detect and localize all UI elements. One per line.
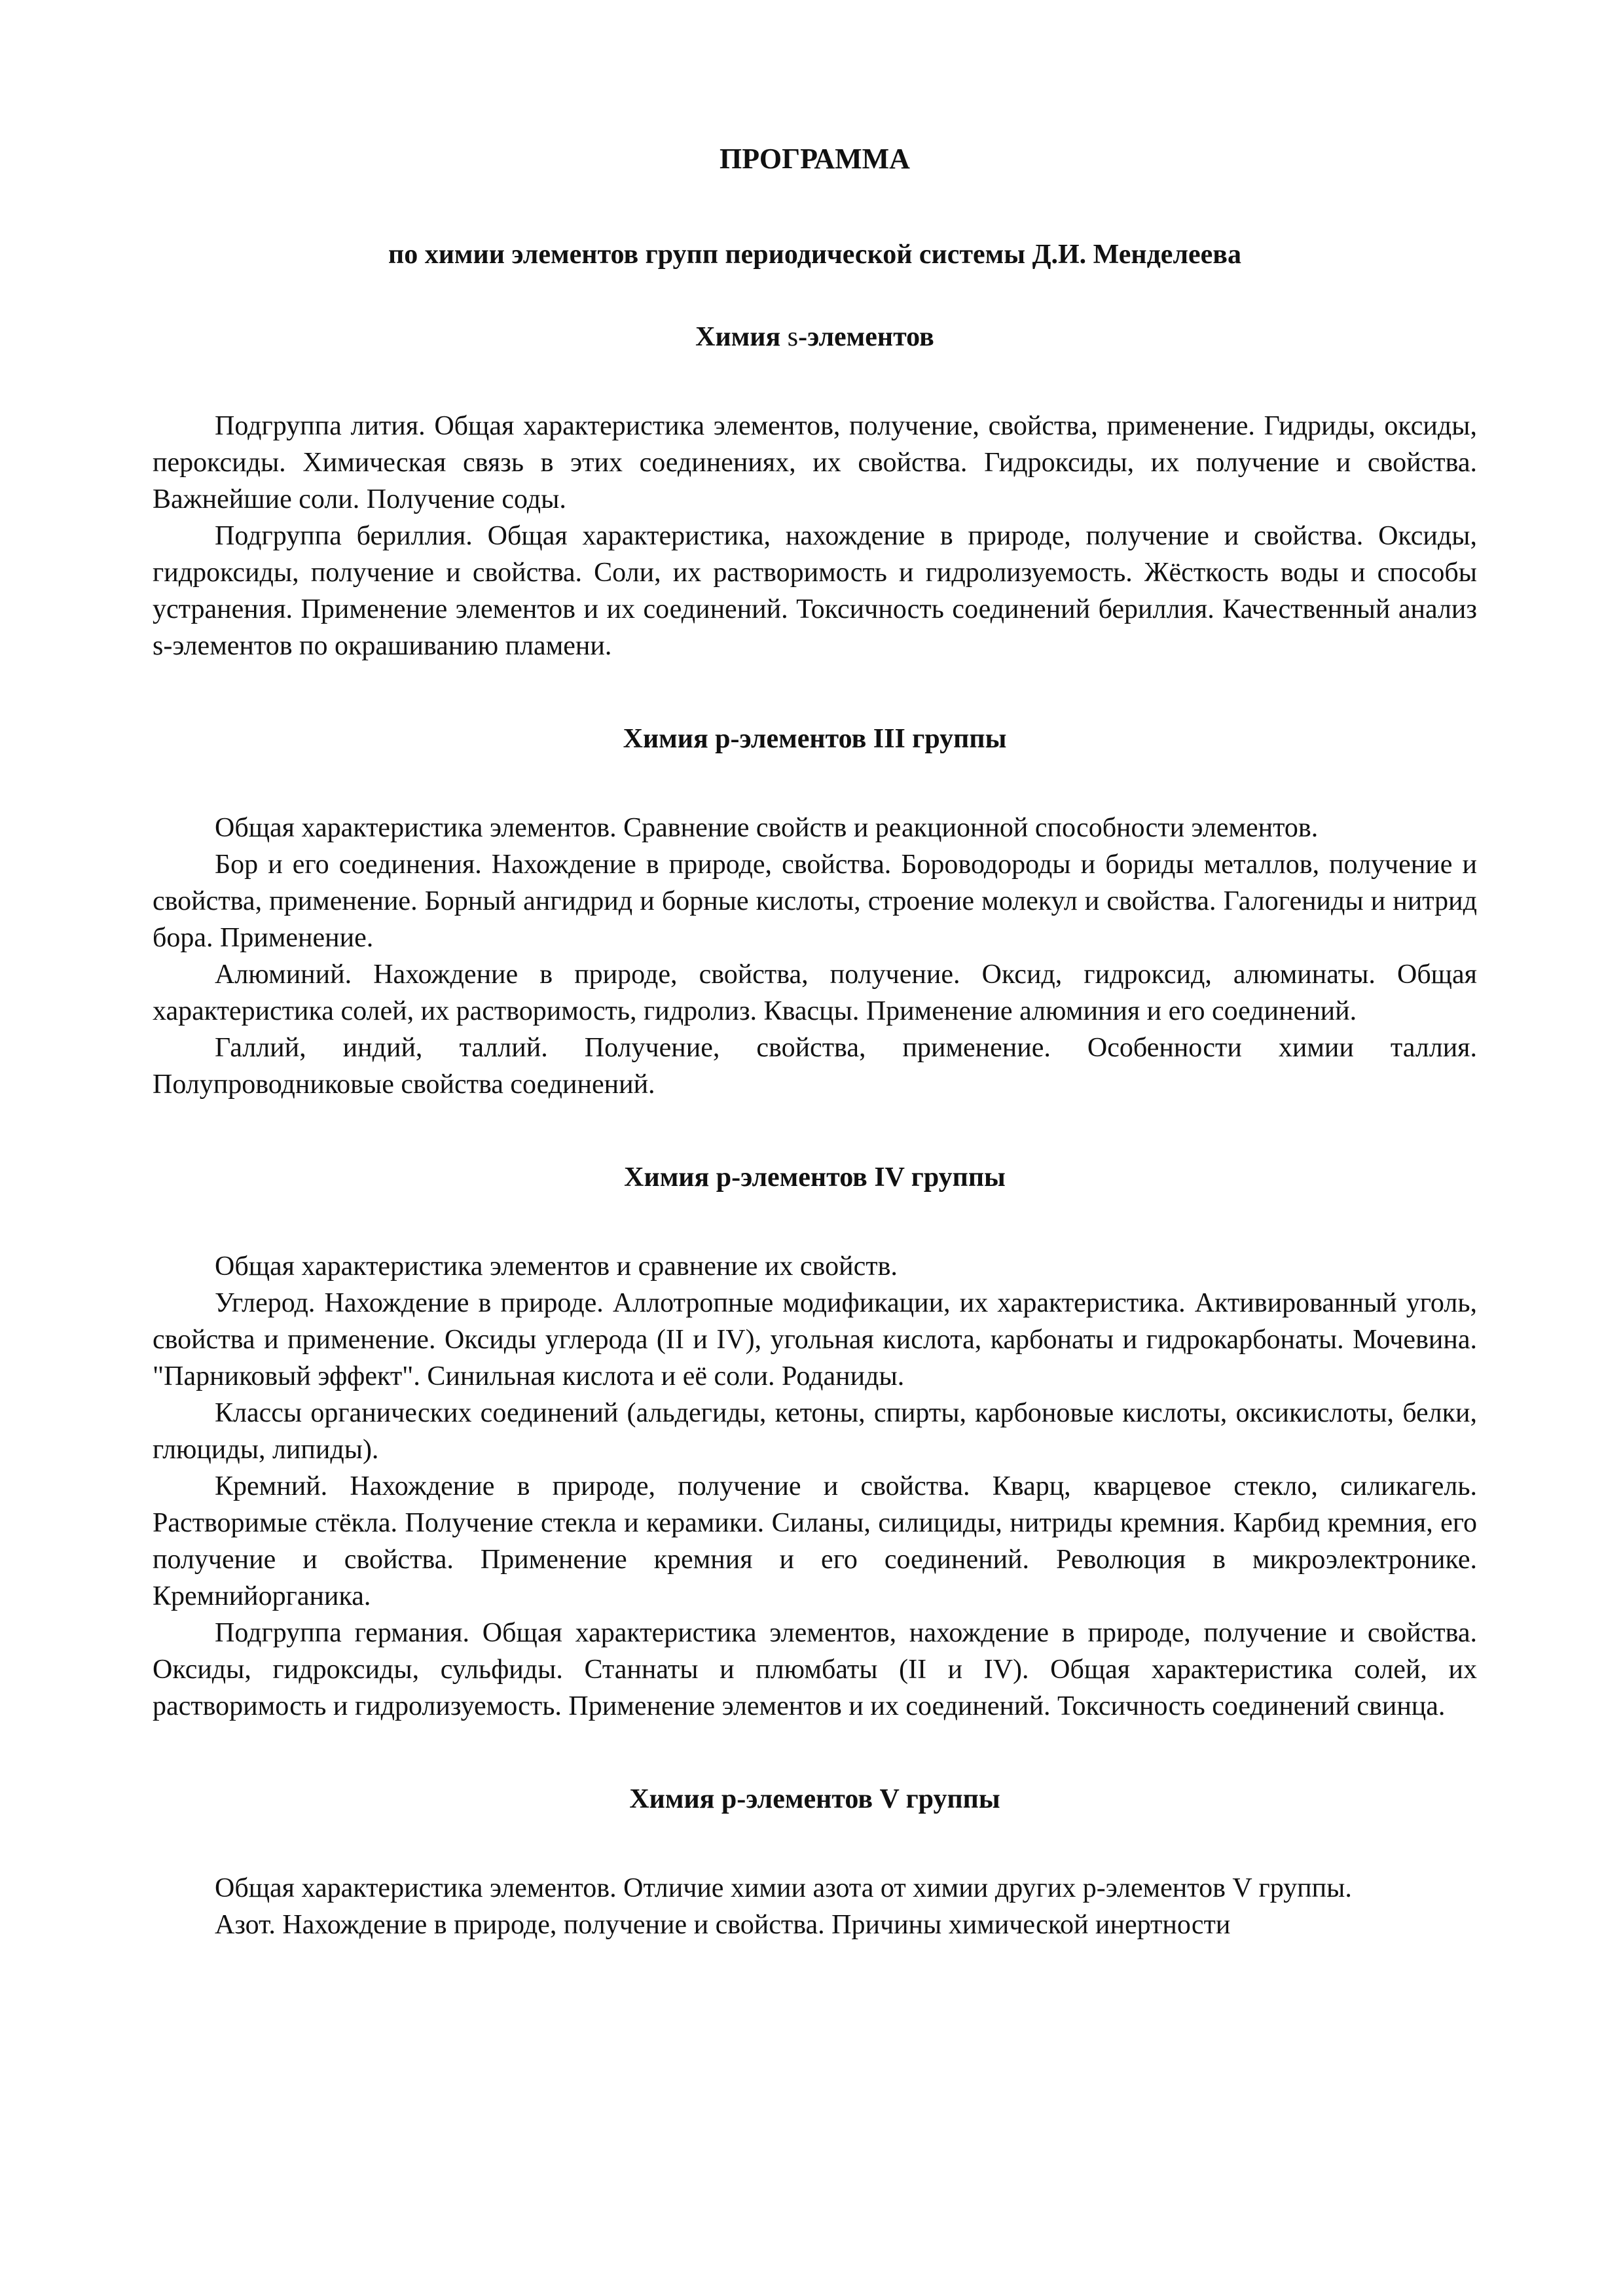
section-p-elements-iii [153,721,1477,1103]
section-p-elements-v [153,1781,1477,1943]
paragraph: Подгруппа лития. Общая характеристика элементов, получение, свойства, применение. Гидриды, оксиды, пероксиды. Химическая связь в этих соединениях, их свойства. Гидроксиды, их получение и свойства. Важнейшие соли. Получение соды. [153,411,1477,514]
paragraph: Классы органических соединений (альдегиды, кетоны, спирты, карбоновые кислоты, оксикислоты, белки, глюциды, липиды). [153,1398,1477,1465]
paragraph: Общая характеристика элементов и сравнение их свойств. [215,1251,898,1282]
paragraph: Кремний. Нахождение в природе, получение и свойства. Кварц, кварцевое стекло, силикагель. Растворимые стёкла. Получение стекла и керамики. Силаны, силициды, нитриды кремния. Карбид кремния, его получение и свойства. Применение кремния и его соединений. Революция в микроэлектронике. Кремнийорганика. [153,1471,1477,1611]
paragraph: Подгруппа германия. Общая характеристика элементов, нахождение в природе, получение и свойства. Оксиды, гидроксиды, сульфиды. Станнаты и плюмбаты (II и IV). Общая характеристика солей, их растворимость и гидролизуемость. Применение элементов и их соединений. Токсичность соединений свинца. [153,1618,1477,1721]
section-heading: Химия р-элементов IV группы [624,1162,1006,1193]
section-heading: Химия р-элементов III группы [623,724,1007,754]
section-heading-part: s [787,322,799,352]
paragraph: Галлий, индий, таллий. Получение, свойства, применение. Особенности химии таллия. Полупроводниковые свойства соединений. [153,1033,1477,1100]
section-heading: Химия р-элементов V группы [629,1784,1000,1814]
section-heading [153,319,1477,355]
document-subtitle: по химии элементов групп периодической системы Д.И. Менделеева [388,240,1241,270]
section-heading-part: Химия [695,322,788,352]
document-page [153,141,1477,1943]
document-title: ПРОГРАММА [720,143,910,175]
section-p-elements-iv [153,1159,1477,1725]
section-heading-part: -элементов [798,322,934,352]
paragraph: Общая характеристика элементов. Сравнение свойств и реакционной способности элементов. [215,813,1319,843]
paragraph: Общая характеристика элементов. Отличие химии азота от химии других р-элементов V группы. [215,1873,1352,1903]
paragraph: Азот. Нахождение в природе, получение и свойства. Причины химической инертности [215,1910,1231,1940]
paragraph: Подгруппа бериллия. Общая характеристика, нахождение в природе, получение и свойства. Оксиды, гидроксиды, получение и свойства. Соли, их растворимость и гидролизуемость. Жёсткость воды и способы устранения. Применение элементов и их соединений. Токсичность соединений бериллия. Качественный анализ s-элементов по окрашиванию пламени. [153,521,1477,661]
paragraph: Бор и его соединения. Нахождение в природе, свойства. Бороводороды и бориды металлов, получение и свойства, применение. Борный ангидрид и борные кислоты, строение молекул и свойства. Галогениды и нитрид бора. Применение. [153,850,1477,953]
section-s-elements [153,319,1477,664]
paragraph: Алюминий. Нахождение в природе, свойства, получение. Оксид, гидроксид, алюминаты. Общая характеристика солей, их растворимость, гидролиз. Квасцы. Применение алюминия и его соединений. [153,960,1477,1026]
paragraph: Углерод. Нахождение в природе. Аллотропные модификации, их характеристика. Активированный уголь, свойства и применение. Оксиды углерода (II и IV), угольная кислота, карбонаты и гидрокарбонаты. Мочевина. "Парниковый эффект". Синильная кислота и её соли. Роданиды. [153,1288,1477,1391]
